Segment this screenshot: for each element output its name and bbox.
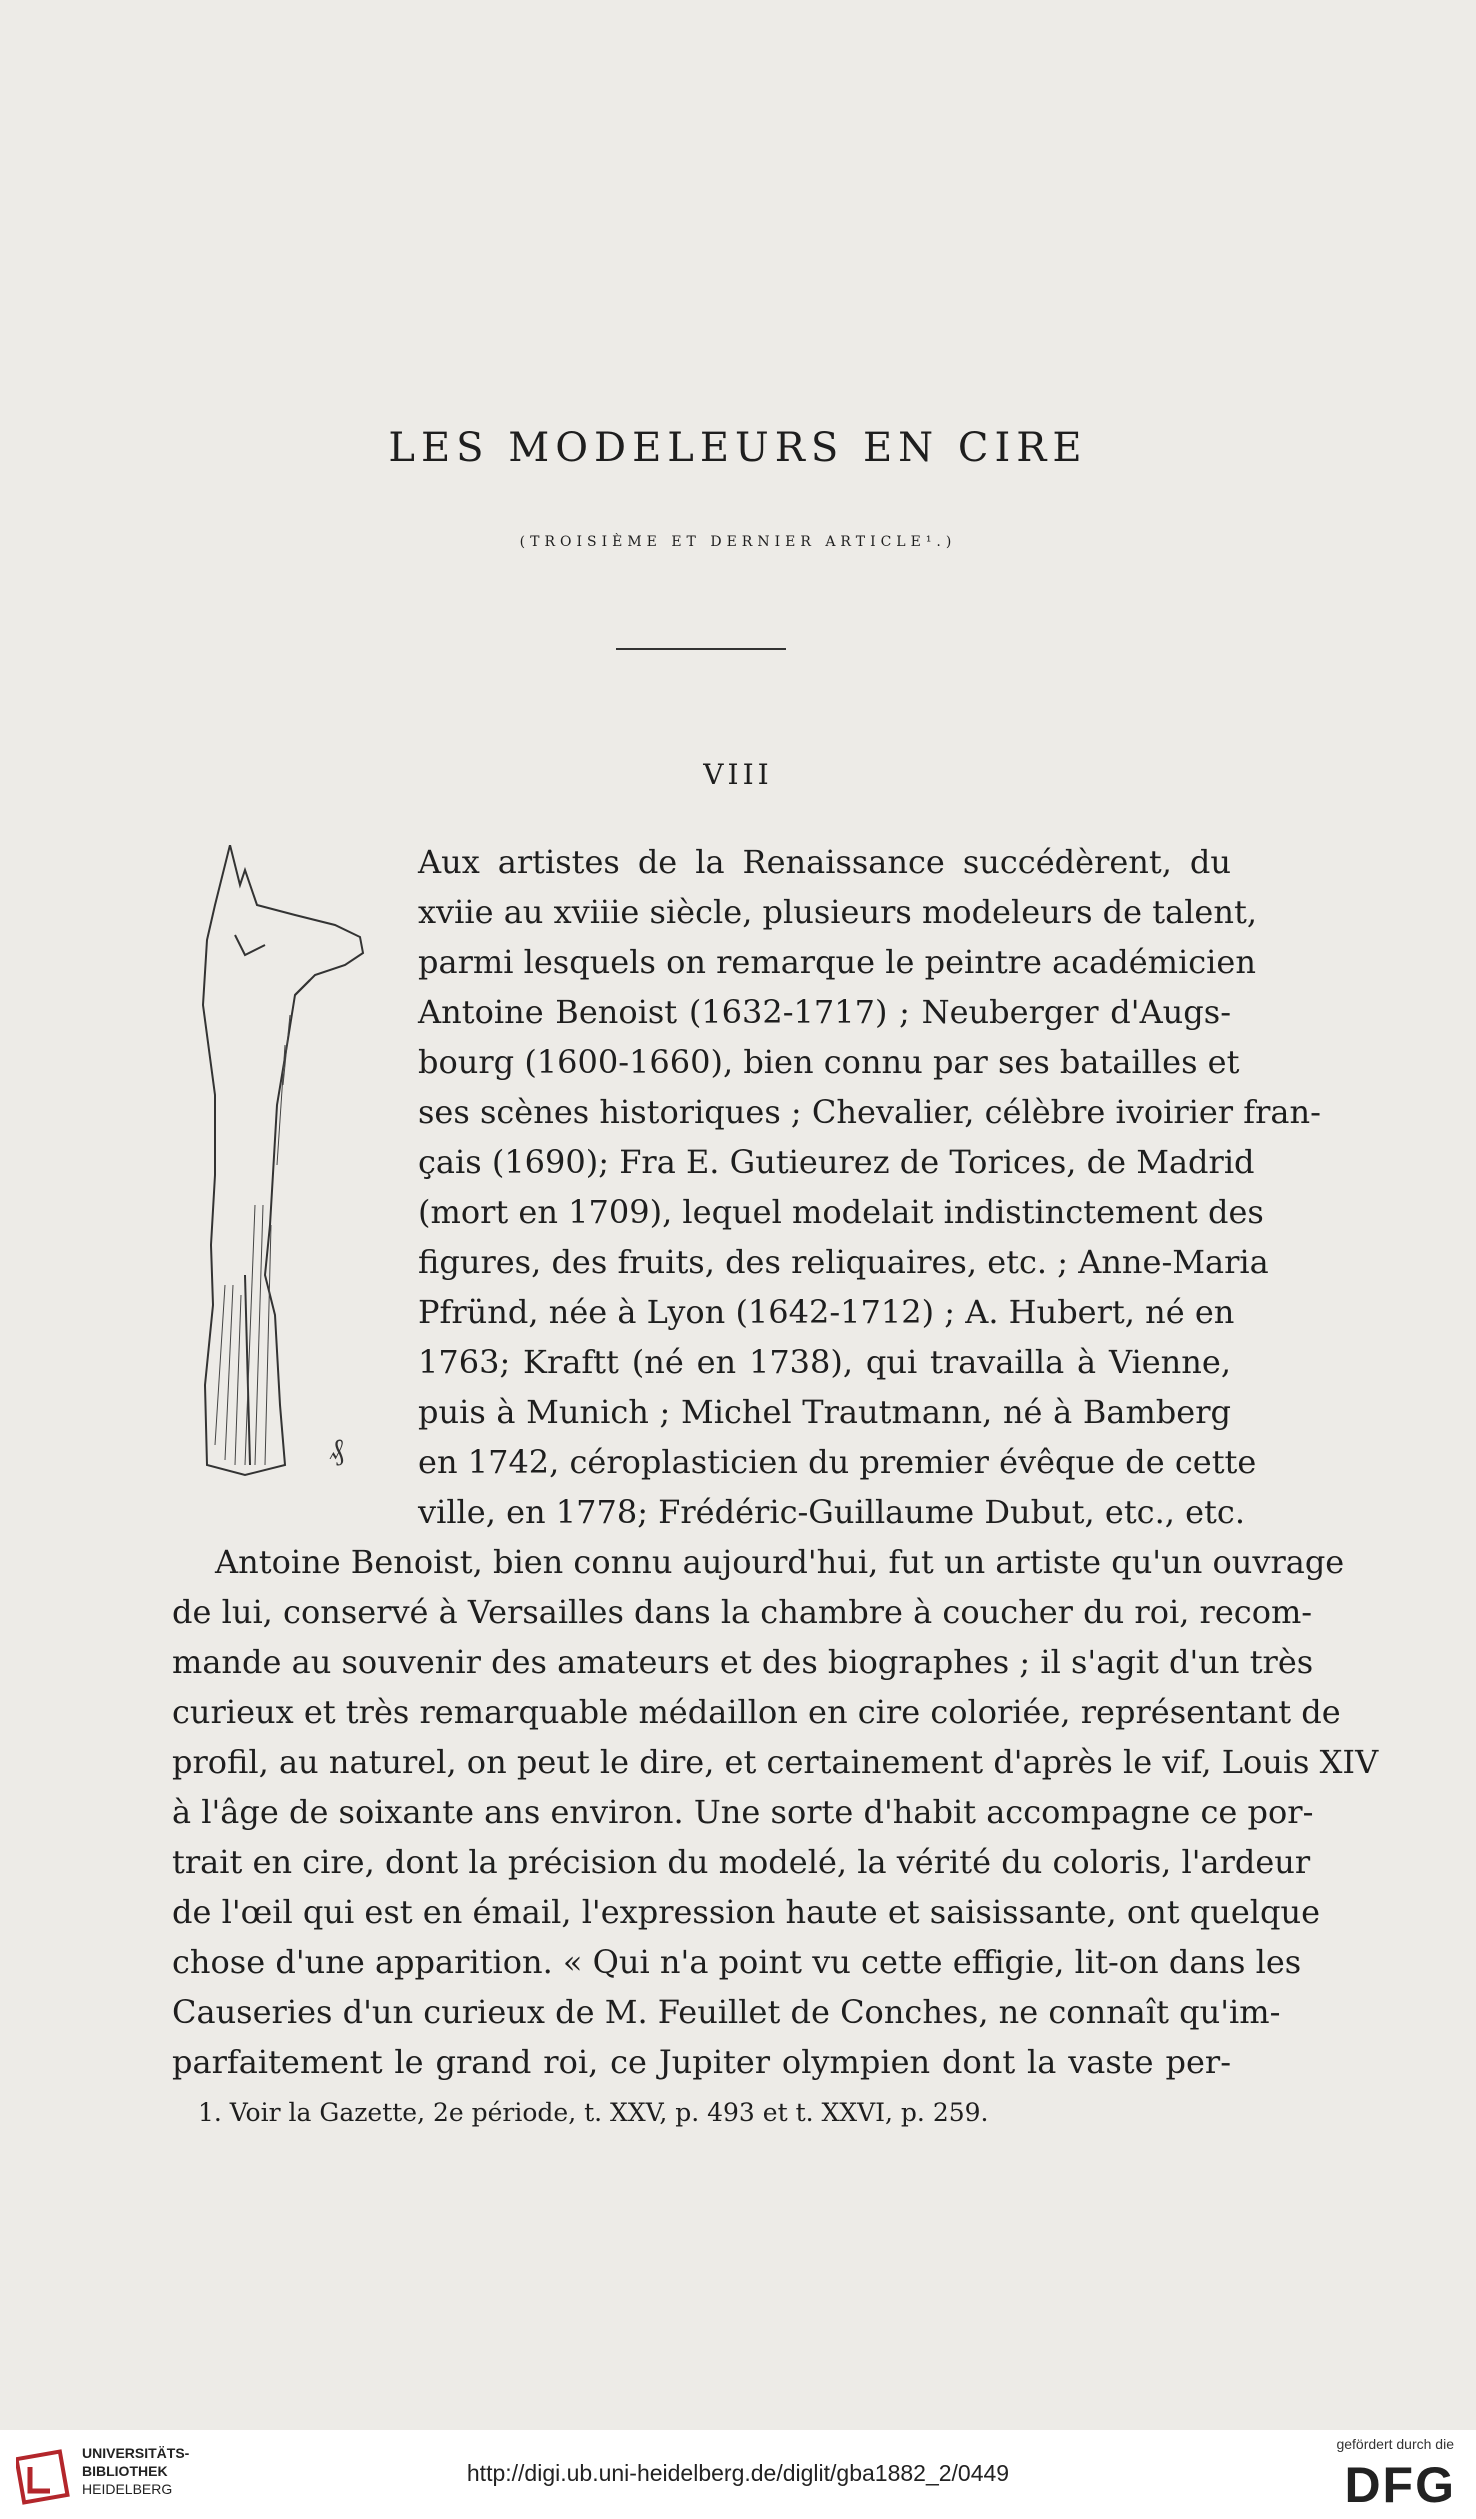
text-line: bourg (1600-1660), bien connu par ses batailles et — [418, 1043, 1240, 1081]
text-line: à l'âge de soixante ans environ. Une sorte d'habit accompagne ce por- — [172, 1793, 1314, 1831]
article-title: LES MODELEURS EN CIRE — [388, 425, 1088, 471]
text-line: trait en cire, dont la précision du modelé, la vérité du coloris, l'ardeur — [172, 1843, 1311, 1881]
text-line: Antoine Benoist, bien connu aujourd'hui, fut un artiste qu'un ouvrage — [215, 1543, 1345, 1581]
text-line: de l'œil qui est en émail, l'expression haute et saisissante, ont quelque — [172, 1893, 1321, 1931]
text-line: parmi lesquels on remarque le peintre académicien — [418, 943, 1256, 981]
text-line: en 1742, céroplasticien du premier évêque de cette — [418, 1443, 1257, 1481]
title-rule — [616, 648, 786, 650]
footnote: 1. Voir la Gazette, 2e période, t. XXV, p. 493 et t. XXVI, p. 259. — [198, 2098, 989, 2127]
text-line: mande au souvenir des amateurs et des biographes ; il s'agit d'un très — [172, 1643, 1314, 1681]
text-line: Pfründ, née à Lyon (1642-1712) ; A. Hubert, né en — [418, 1293, 1235, 1331]
library-name-line: BIBLIOTHEK — [82, 2463, 168, 2479]
text-line: çais (1690); Fra E. Gutieurez de Torices, de Madrid — [418, 1143, 1255, 1181]
text-line: 1763; Kraftt (né en 1738), qui travailla à Vienne, — [418, 1343, 1231, 1381]
text-line: parfaitement le grand roi, ce Jupiter olympien dont la vaste per- — [172, 2043, 1231, 2081]
text-line: profil, au naturel, on peut le dire, et certainement d'après le vif, Louis XIV — [172, 1743, 1379, 1781]
text-line: ville, en 1778; Frédéric-Guillaume Dubut, etc., etc. — [418, 1493, 1245, 1531]
library-name-line: HEIDELBERG — [82, 2481, 173, 2497]
funding-note: gefördert durch die — [1336, 2436, 1454, 2452]
text-line: Causeries d'un curieux de M. Feuillet de Conches, ne connaît qu'im- — [172, 1993, 1281, 2031]
text-line: ses scènes historiques ; Chevalier, célèbre ivoirier fran- — [418, 1093, 1321, 1131]
text-line: Aux artistes de la Renaissance succédèrent, du — [418, 843, 1231, 881]
dfg-logo: DFG — [1344, 2457, 1456, 2513]
text-line: curieux et très remarquable médaillon en cire coloriée, représentant de — [172, 1693, 1341, 1731]
section-number: VIII — [703, 758, 773, 791]
text-line: chose d'une apparition. « Qui n'a point vu cette effigie, lit-on dans les — [172, 1943, 1302, 1981]
artist-monogram: ₰ — [329, 1432, 344, 1467]
text-line: figures, des fruits, des reliquaires, etc. ; Anne-Maria — [418, 1243, 1269, 1281]
text-line: de lui, conservé à Versailles dans la chambre à coucher du roi, recom- — [172, 1593, 1313, 1631]
permalink-url[interactable]: http://digi.ub.uni-heidelberg.de/diglit/gba1882_2/0449 — [466, 2460, 1010, 2486]
wax-figure-illustration — [185, 845, 405, 1485]
text-line: puis à Munich ; Michel Trautmann, né à Bamberg — [418, 1393, 1231, 1431]
text-line: xviie au xviiie siècle, plusieurs modeleurs de talent, — [418, 893, 1257, 931]
text-line: (mort en 1709), lequel modelait indistinctement des — [418, 1193, 1264, 1231]
article-subtitle: (TROISIÈME ET DERNIER ARTICLE¹.) — [519, 534, 957, 550]
library-name-line: UNIVERSITÄTS- — [82, 2445, 190, 2461]
text-line: Antoine Benoist (1632-1717) ; Neuberger d'Augs- — [418, 993, 1231, 1031]
